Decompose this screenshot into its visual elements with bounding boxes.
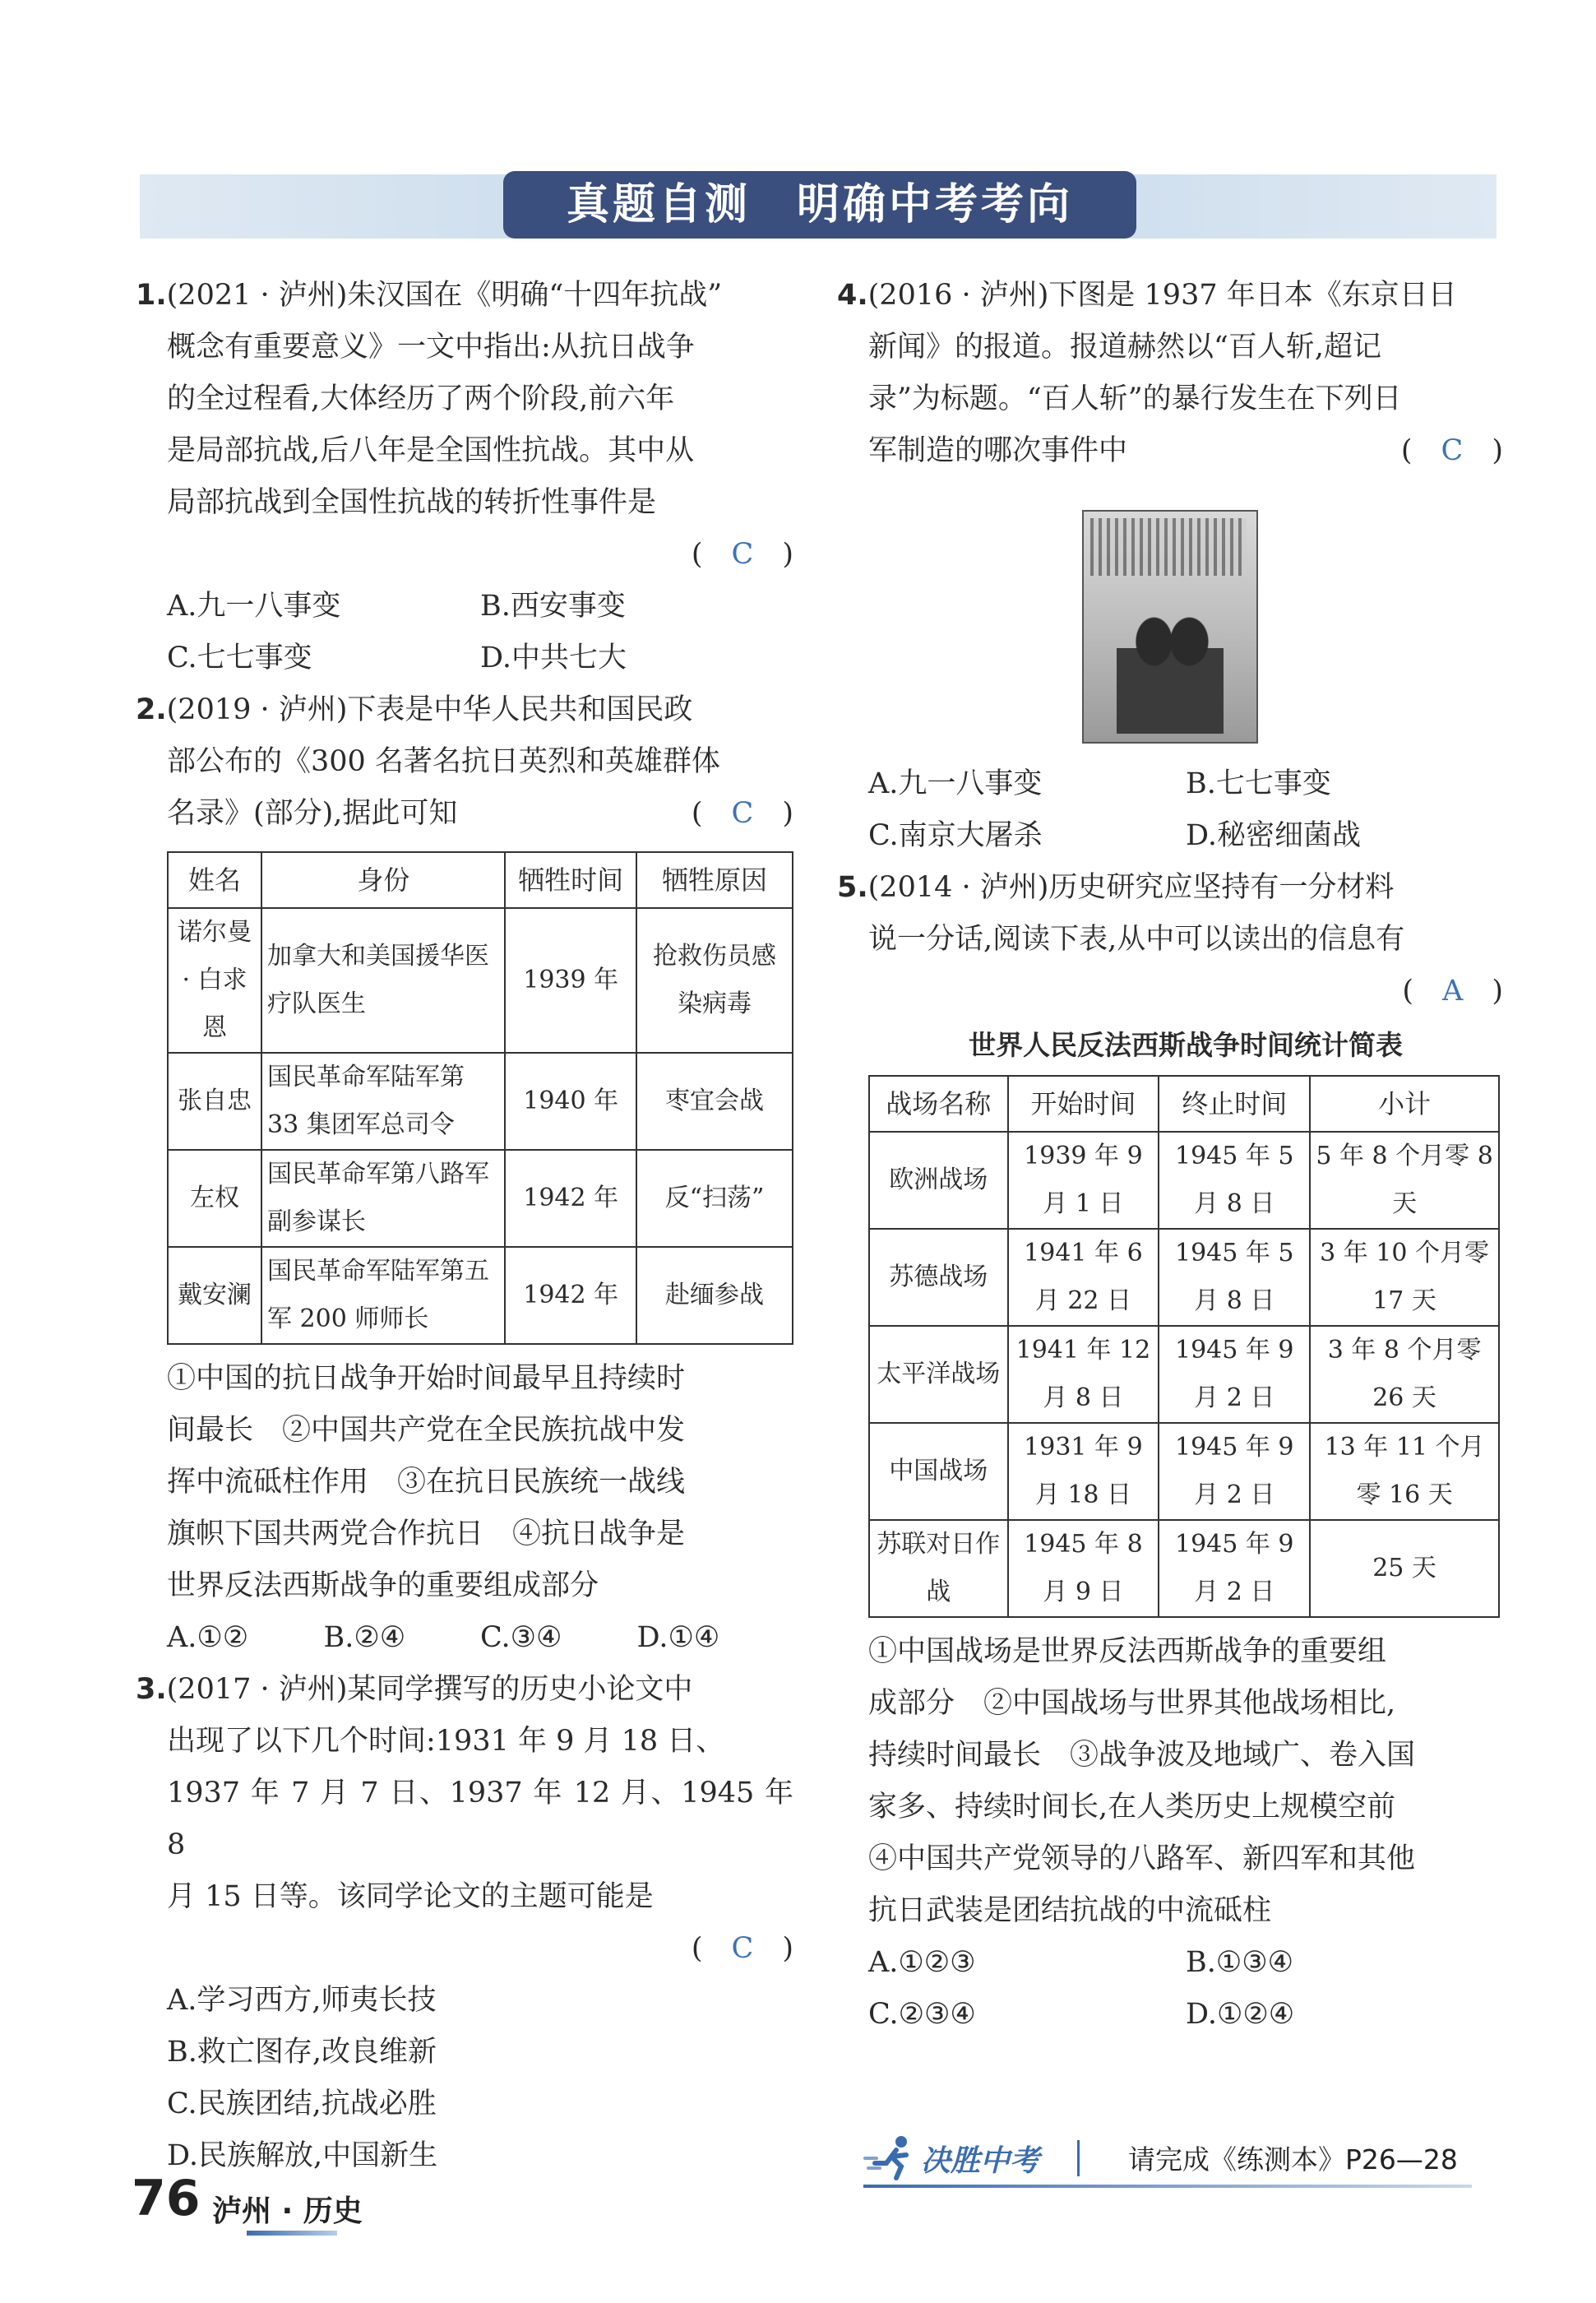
option: C.②③④ [868, 1998, 976, 2031]
answer-letter: C [1441, 434, 1464, 467]
table-row [869, 1132, 1499, 1229]
table-header-row [869, 1076, 1499, 1132]
question-3-line: 出现了以下几个时间:1931 年 9 月 18 日、 [167, 1725, 725, 1758]
question-5-answer: ( A ) [1402, 975, 1503, 1008]
option: A.①② [167, 1621, 249, 1654]
table-cell: 诺尔曼 · 白求恩 [168, 908, 261, 1053]
table-row [869, 1520, 1499, 1617]
brand-text: 决胜中考 [921, 2143, 1040, 2178]
table-cell: 1945 年 9 月 2 日 [1159, 1423, 1310, 1520]
table-cell: 1931 年 9 月 18 日 [1008, 1423, 1159, 1520]
table-cell: 1942 年 [505, 1247, 636, 1344]
question-1-line: 局部抗战到全国性抗战的转折性事件是 [167, 486, 657, 519]
option: B.①③④ [1186, 1946, 1293, 1979]
table-cell: 国民革命军陆军第 33 集团军总司令 [261, 1053, 505, 1150]
answer-letter: C [731, 1932, 754, 1965]
region-subject: 泸州 · 历史 [212, 2194, 363, 2228]
option: B.西安事变 [480, 590, 626, 623]
battlefield-table [868, 1075, 1500, 1618]
option: A.九一八事变 [868, 767, 1043, 800]
table-row [168, 1247, 793, 1344]
table-cell: 左权 [168, 1150, 261, 1247]
question-4-line: 军制造的哪次事件中 [868, 434, 1128, 467]
question-4 [837, 270, 1503, 862]
question-5 [837, 862, 1503, 2041]
question-2-line: 名录》(部分),据此可知 [167, 797, 458, 830]
brand-divider [1077, 2140, 1080, 2176]
newspaper-photo [1082, 510, 1258, 744]
question-1-options [136, 581, 793, 684]
table-cell: 加拿大和美国援华医疗队医生 [261, 908, 505, 1053]
question-4-line: 新闻》的报道。报道赫然以“百人斩,超记 [868, 331, 1382, 364]
table-cell: 苏联对日作战 [869, 1520, 1008, 1617]
option: C.民族团结,抗战必胜 [167, 2088, 437, 2120]
table-cell: 1942 年 [505, 1150, 636, 1247]
question-1-answer: ( C ) [691, 538, 793, 571]
option: D.①②④ [1186, 1998, 1295, 2031]
footer-accent-line [247, 2231, 337, 2236]
question-2 [136, 684, 793, 1664]
table-cell: 1939 年 [505, 908, 636, 1053]
table-header: 身份 [261, 852, 505, 908]
option: A.九一八事变 [167, 590, 341, 623]
table-header: 姓名 [168, 852, 261, 908]
table-cell: 欧洲战场 [869, 1132, 1008, 1229]
table-cell: 国民革命军陆军第五军 200 师师长 [261, 1247, 505, 1344]
question-1-line: 的全过程看,大体经历了两个阶段,前六年 [167, 382, 675, 415]
question-2-statements: ①中国的抗日战争开始时间最早且持续时 间最长 ②中国共产党在全民族抗战中发 挥中流砥柱作用 ③在抗日民族统一战线 旗帜下国共两党合作抗日 ④抗日战争是 世界反法西斯战争的重要组成部分 [167, 1362, 686, 1602]
table-row [168, 1053, 793, 1150]
table-cell: 1945 年 9 月 2 日 [1159, 1326, 1310, 1423]
question-3 [136, 1664, 793, 2182]
table-cell: 1945 年 8 月 9 日 [1008, 1520, 1159, 1617]
brand-logo [863, 2134, 1077, 2183]
question-3-options [136, 1975, 793, 2182]
option: C.南京大屠杀 [868, 819, 1043, 852]
option: D.秘密细菌战 [1186, 819, 1361, 852]
option: C.七七事变 [167, 642, 312, 674]
table-cell: 1945 年 9 月 2 日 [1159, 1520, 1310, 1617]
table-header: 战场名称 [869, 1076, 1008, 1132]
table-cell: 5 年 8 个月零 8 天 [1310, 1132, 1499, 1229]
option: D.中共七大 [480, 642, 627, 674]
table-cell: 反“扫荡” [636, 1150, 793, 1247]
table-cell: 1939 年 9 月 1 日 [1008, 1132, 1159, 1229]
option: B.②④ [323, 1621, 406, 1654]
right-column [837, 270, 1503, 2041]
table-row [168, 1150, 793, 1247]
question-3-line: 1937 年 7 月 7 日、1937 年 12 月、1945 年 8 [167, 1777, 793, 1861]
question-2-line: 部公布的《300 名著名抗日英烈和英雄群体 [167, 745, 720, 778]
martyrs-table [167, 851, 793, 1345]
table-cell: 中国战场 [869, 1423, 1008, 1520]
question-3-number: 3. [136, 1673, 167, 1706]
left-column [136, 270, 793, 2182]
table-cell: 13 年 11 个月零 16 天 [1310, 1423, 1499, 1520]
table-cell: 太平洋战场 [869, 1326, 1008, 1423]
table-cell: 抢救伤员感染病毒 [636, 908, 793, 1053]
runner-icon [863, 2134, 921, 2183]
table-cell: 3 年 10 个月零 17 天 [1310, 1229, 1499, 1326]
option: C.③④ [480, 1621, 562, 1654]
question-3-answer: ( C ) [691, 1932, 793, 1965]
table-cell: 1945 年 5 月 8 日 [1159, 1229, 1310, 1326]
answer-letter: C [731, 797, 754, 830]
table-cell: 1940 年 [505, 1053, 636, 1150]
table-cell: 1941 年 12 月 8 日 [1008, 1326, 1159, 1423]
table-cell: 戴安澜 [168, 1247, 261, 1344]
table-caption: 世界人民反法西斯战争时间统计简表 [969, 1029, 1403, 1061]
question-4-options [837, 758, 1503, 862]
table-cell: 赴缅参战 [636, 1247, 793, 1344]
workbook-note: 请完成《练测本》P26—28 [1128, 2143, 1458, 2176]
table-cell: 25 天 [1310, 1520, 1499, 1617]
option: D.①④ [636, 1621, 720, 1654]
option: B.七七事变 [1186, 767, 1331, 800]
question-5-line: 说一分话,阅读下表,从中可以读出的信息有 [868, 923, 1405, 956]
table-cell: 苏德战场 [869, 1229, 1008, 1326]
question-1 [136, 270, 793, 684]
answer-letter: A [1442, 975, 1464, 1008]
table-row [869, 1229, 1499, 1326]
table-cell: 枣宜会战 [636, 1053, 793, 1150]
question-1-number: 1. [136, 279, 167, 312]
option: A.学习西方,师夷长技 [167, 1984, 437, 2017]
table-header: 开始时间 [1008, 1076, 1159, 1132]
question-4-answer: ( C ) [1400, 434, 1503, 467]
table-cell: 1945 年 5 月 8 日 [1159, 1132, 1310, 1229]
table-header: 牺牲原因 [636, 852, 793, 908]
question-5-line: (2014 · 泸州)历史研究应坚持有一分材料 [867, 871, 1395, 904]
question-3-line: (2017 · 泸州)某同学撰写的历史小论文中 [166, 1673, 693, 1706]
question-4-number: 4. [837, 279, 868, 312]
table-cell: 张自忠 [168, 1053, 261, 1150]
question-3-line: 月 15 日等。该同学论文的主题可能是 [167, 1880, 654, 1913]
table-row [869, 1326, 1499, 1423]
question-4-line: 录”为标题。“百人斩”的暴行发生在下列日 [868, 382, 1402, 415]
table-header: 终止时间 [1159, 1076, 1310, 1132]
table-cell: 1941 年 6 月 22 日 [1008, 1229, 1159, 1326]
question-2-line: (2019 · 泸州)下表是中华人民共和国民政 [166, 693, 693, 726]
option: A.①②③ [868, 1946, 976, 1979]
question-2-options [136, 1612, 793, 1664]
option: D.民族解放,中国新生 [167, 2139, 438, 2172]
newspaper-figures-image [1117, 602, 1224, 734]
question-5-number: 5. [837, 871, 868, 904]
table-row [869, 1423, 1499, 1520]
table-cell: 3 年 8 个月零 26 天 [1310, 1326, 1499, 1423]
question-5-options [837, 1937, 1503, 2041]
section-banner-title: 真题自测 明确中考考向 [503, 171, 1136, 239]
page-number: 76 [132, 2170, 201, 2227]
question-2-number: 2. [136, 693, 167, 726]
question-2-answer: ( C ) [691, 797, 793, 830]
option: B.救亡图存,改良维新 [167, 2036, 437, 2069]
brand-underline [863, 2185, 1472, 2188]
question-1-line: 是局部抗战,后八年是全国性抗战。其中从 [167, 434, 695, 467]
table-header-row [168, 852, 793, 908]
table-row [168, 908, 793, 1053]
question-4-line: (2016 · 泸州)下图是 1937 年日本《东京日日 [867, 279, 1457, 312]
newspaper-headline-image [1090, 518, 1247, 576]
question-1-line: (2021 · 泸州)朱汉国在《明确“十四年抗战” [166, 279, 723, 312]
table-header: 牺牲时间 [505, 852, 636, 908]
question-5-statements: ①中国战场是世界反法西斯战争的重要组 成部分 ②中国战场与世界其他战场相比, 持续时间最长 ③战争波及地域广、卷入国 家多、持续时间长,在人类历史上规模空前 ④中国共产党领导的八路军、新四军和其他 抗日武装是团结抗战的中流砥柱 [868, 1635, 1416, 1927]
table-header: 小计 [1310, 1076, 1499, 1132]
table-cell: 国民革命军第八路军副参谋长 [261, 1150, 505, 1247]
answer-letter: C [731, 538, 754, 571]
question-1-line: 概念有重要意义》一文中指出:从抗日战争 [167, 331, 695, 364]
